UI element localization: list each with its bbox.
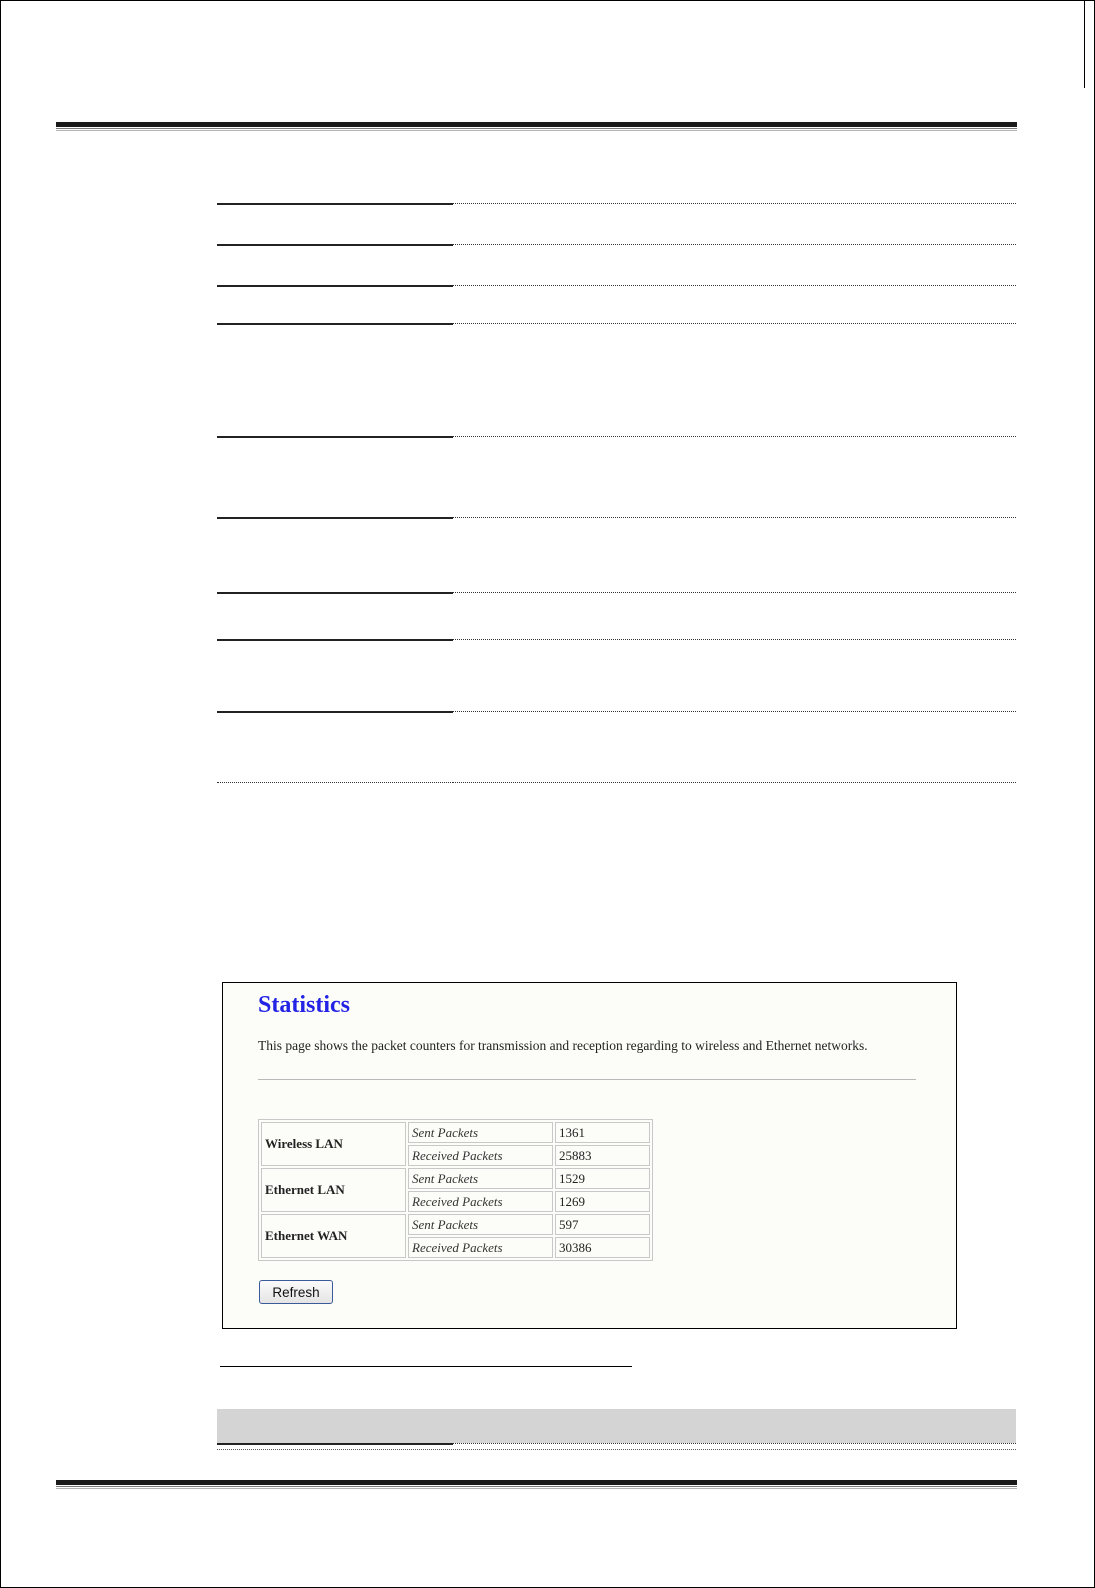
page-title: Statistics: [258, 992, 350, 1018]
row-label: Received Packets: [408, 1191, 553, 1212]
row-value: 25883: [555, 1145, 650, 1166]
row-value: 1361: [555, 1122, 650, 1143]
bottom-dotted-rule: [217, 1449, 1016, 1450]
row-value: 30386: [555, 1237, 650, 1258]
table-row: [261, 1214, 650, 1235]
caption-underline: [220, 1366, 632, 1367]
row-label: Received Packets: [408, 1145, 553, 1166]
gray-header-band: [217, 1409, 1016, 1443]
row-label: Received Packets: [408, 1237, 553, 1258]
table-row: [261, 1122, 650, 1143]
table-row: [261, 1168, 650, 1189]
footer-rule: [56, 1480, 1017, 1489]
page-description: This page shows the packet counters for transmission and reception regarding to wireless and Ethernet networks.: [258, 1038, 868, 1053]
row-value: 1529: [555, 1168, 650, 1189]
divider: [258, 1079, 916, 1080]
header-rule: [56, 122, 1017, 131]
statistics-table: [258, 1119, 653, 1261]
row-label: Sent Packets: [408, 1168, 553, 1189]
group-ethernet-wan: Ethernet WAN: [261, 1214, 406, 1258]
statistics-screenshot: [222, 982, 957, 1329]
corner-mark: [1084, 0, 1085, 88]
row-value: 597: [555, 1214, 650, 1235]
row-label: Sent Packets: [408, 1122, 553, 1143]
refresh-button[interactable]: Refresh: [259, 1280, 333, 1304]
row-value: 1269: [555, 1191, 650, 1212]
group-ethernet-lan: Ethernet LAN: [261, 1168, 406, 1212]
row-label: Sent Packets: [408, 1214, 553, 1235]
group-wireless-lan: Wireless LAN: [261, 1122, 406, 1166]
